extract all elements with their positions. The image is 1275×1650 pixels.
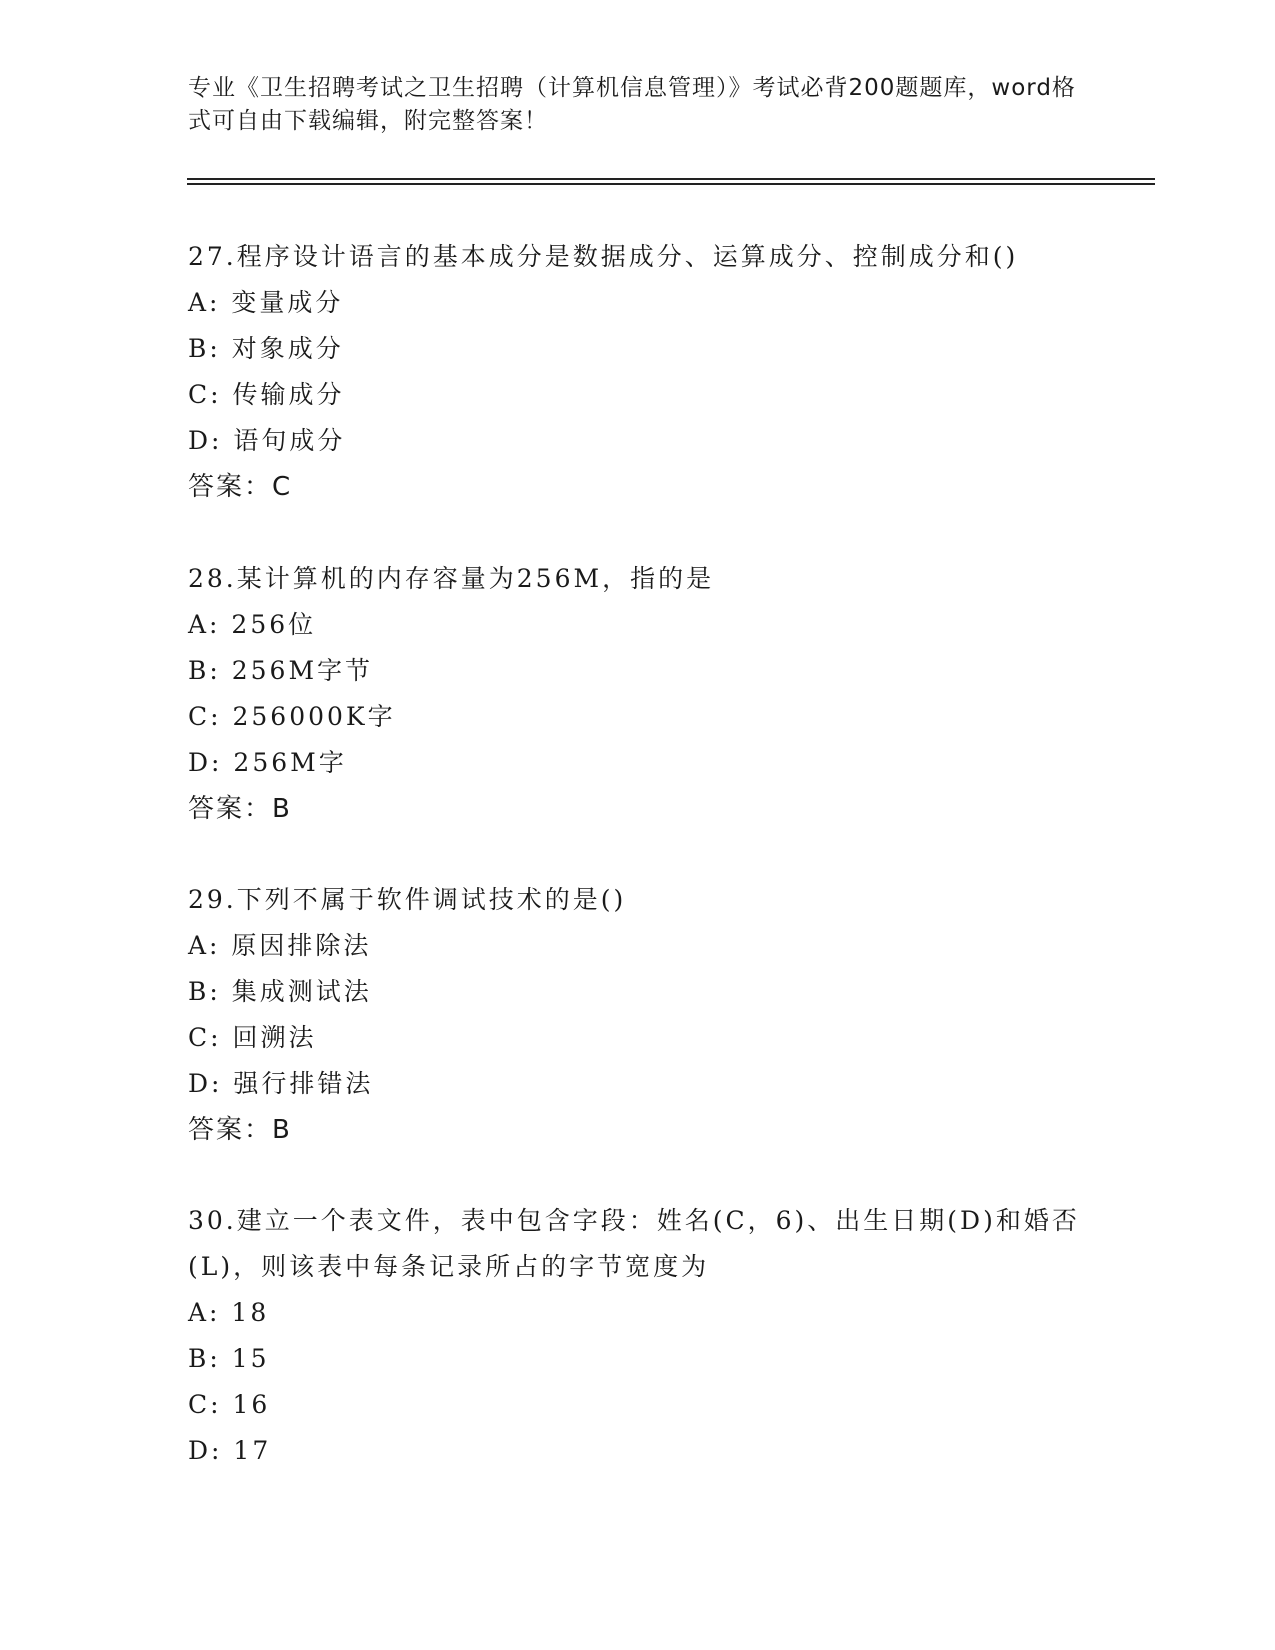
answer-label: 答案：B	[188, 1115, 292, 1145]
question-29	[188, 877, 1088, 1153]
question-stem: 30.建立一个表文件，表中包含字段：姓名(C，6)、出生日期(D)和婚否(L)，则该表中每条记录所占的字节宽度为	[188, 1206, 1080, 1281]
question-30	[188, 1198, 1088, 1474]
option-d[interactable]: D: 强行排错法	[188, 1069, 374, 1098]
option-b[interactable]: B: 256M字节	[188, 656, 374, 685]
option-d[interactable]: D: 17	[188, 1436, 272, 1465]
answer-label: 答案：C	[188, 472, 293, 502]
header-divider-top	[187, 178, 1155, 180]
option-c[interactable]: C: 16	[188, 1390, 271, 1419]
option-d[interactable]: D: 256M字	[188, 748, 347, 777]
option-c[interactable]: C: 传输成分	[188, 380, 345, 409]
option-c[interactable]: C: 256000K字	[188, 702, 396, 731]
question-stem: 27.程序设计语言的基本成分是数据成分、运算成分、控制成分和()	[188, 242, 1019, 271]
option-b[interactable]: B: 15	[188, 1344, 270, 1373]
option-c[interactable]: C: 回溯法	[188, 1023, 317, 1052]
option-b[interactable]: B: 对象成分	[188, 334, 344, 363]
option-d[interactable]: D: 语句成分	[188, 426, 346, 455]
question-stem: 29.下列不属于软件调试技术的是()	[188, 885, 627, 914]
header-divider-bottom	[187, 183, 1155, 185]
option-a[interactable]: A: 原因排除法	[188, 931, 372, 960]
option-a[interactable]: A: 变量成分	[188, 288, 344, 317]
question-stem: 28.某计算机的内存容量为256M，指的是	[188, 564, 715, 593]
option-b[interactable]: B: 集成测试法	[188, 977, 372, 1006]
option-a[interactable]: A: 256位	[188, 610, 317, 639]
answer-label: 答案：B	[188, 794, 292, 824]
question-28	[188, 556, 1088, 832]
option-a[interactable]: A: 18	[188, 1298, 270, 1327]
document-header: 专业《卫生招聘考试之卫生招聘（计算机信息管理）》考试必背200题题库，word格式可自由下载编辑，附完整答案！	[188, 75, 1076, 134]
question-27	[188, 234, 1088, 510]
